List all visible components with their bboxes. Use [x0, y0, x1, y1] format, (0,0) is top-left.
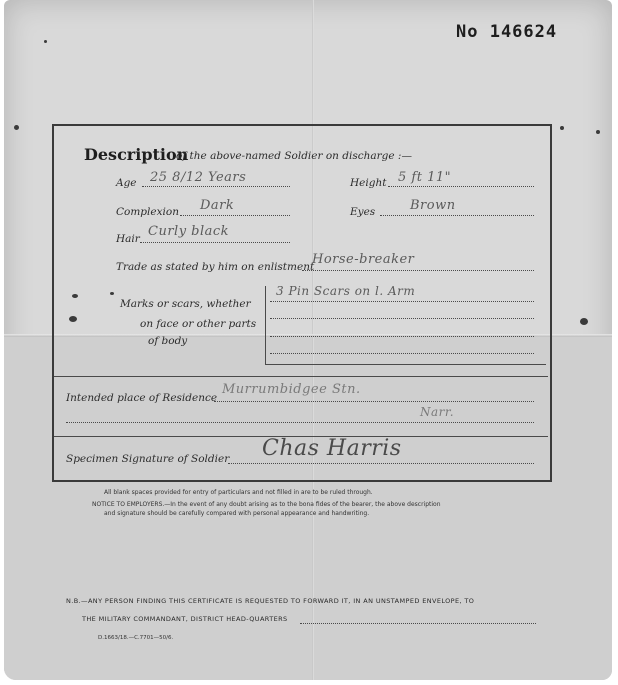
marks-value: 3 Pin Scars on l. Arm — [276, 284, 416, 298]
residence-value-2: Narr. — [420, 405, 455, 419]
eyes-value: Brown — [410, 198, 456, 213]
hair-line — [140, 242, 290, 243]
complexion-line — [180, 215, 290, 216]
marks-label-2: on face or other parts — [140, 318, 257, 330]
marks-line-3 — [270, 336, 534, 337]
notice-line-2: and signature should be carefully compared with personal appearance and handwriting. — [104, 510, 370, 517]
complexion-label: Complexion — [116, 206, 179, 218]
eyes-label: Eyes — [350, 206, 376, 218]
description-title: Description — [84, 145, 189, 164]
complexion-value: Dark — [200, 198, 235, 213]
marks-label-1: Marks or scars, whether — [120, 298, 251, 310]
ink-spot — [44, 40, 47, 43]
ink-spot — [14, 125, 19, 130]
ink-spot — [560, 126, 564, 130]
hair-label: Hair — [116, 233, 140, 245]
residence-value-1: Murrumbidgee Stn. — [222, 382, 361, 397]
height-label: Height — [350, 177, 387, 189]
residence-line-1 — [214, 401, 534, 402]
trade-label: Trade as stated by him on enlistment — [116, 261, 315, 273]
marks-line-4 — [270, 353, 534, 354]
residence-top-rule — [54, 376, 548, 377]
nb-line-1: N.B.—ANY PERSON FINDING THIS CERTIFICATE IS REQUESTED TO FORWARD IT, IN AN UNSTAMPED ENVELOPE, TO — [66, 597, 475, 605]
notice-line-1: NOTICE TO EMPLOYERS.—In the event of any doubt arising as to the bona fides of the bearer, the above description — [92, 501, 441, 508]
age-label: Age — [116, 177, 137, 189]
print-code: D.1663/18.—C.7701—50/6. — [98, 635, 174, 641]
residence-line-2 — [66, 422, 534, 423]
nb-address-line — [300, 623, 536, 624]
trade-value: Horse-breaker — [312, 252, 415, 267]
description-subtitle: of the above-named Soldier on discharge :— — [176, 150, 412, 162]
certificate-number: No 146624 — [456, 22, 558, 42]
marks-line-2 — [270, 318, 534, 319]
height-line — [388, 186, 534, 187]
residence-label: Intended place of Residence — [66, 392, 218, 404]
blank-spaces-note: All blank spaces provided for entry of particulars and not filled in are to be ruled through. — [104, 489, 373, 496]
signature-label: Specimen Signature of Soldier — [66, 453, 230, 465]
marks-line-1 — [270, 301, 534, 302]
age-line — [142, 186, 290, 187]
ink-spot — [580, 318, 588, 325]
height-value: 5 ft 11" — [398, 170, 452, 185]
signature-line — [228, 463, 534, 464]
age-value: 25 8/12 Years — [150, 170, 247, 185]
eyes-line — [380, 215, 534, 216]
trade-line — [302, 270, 534, 271]
ink-spot — [596, 130, 600, 134]
signature-value: Chas Harris — [262, 436, 402, 461]
nb-line-2: THE MILITARY COMMANDANT, DISTRICT HEAD-QUARTERS — [82, 615, 288, 623]
hair-value: Curly black — [148, 224, 230, 239]
marks-label-3: of body — [148, 335, 188, 347]
